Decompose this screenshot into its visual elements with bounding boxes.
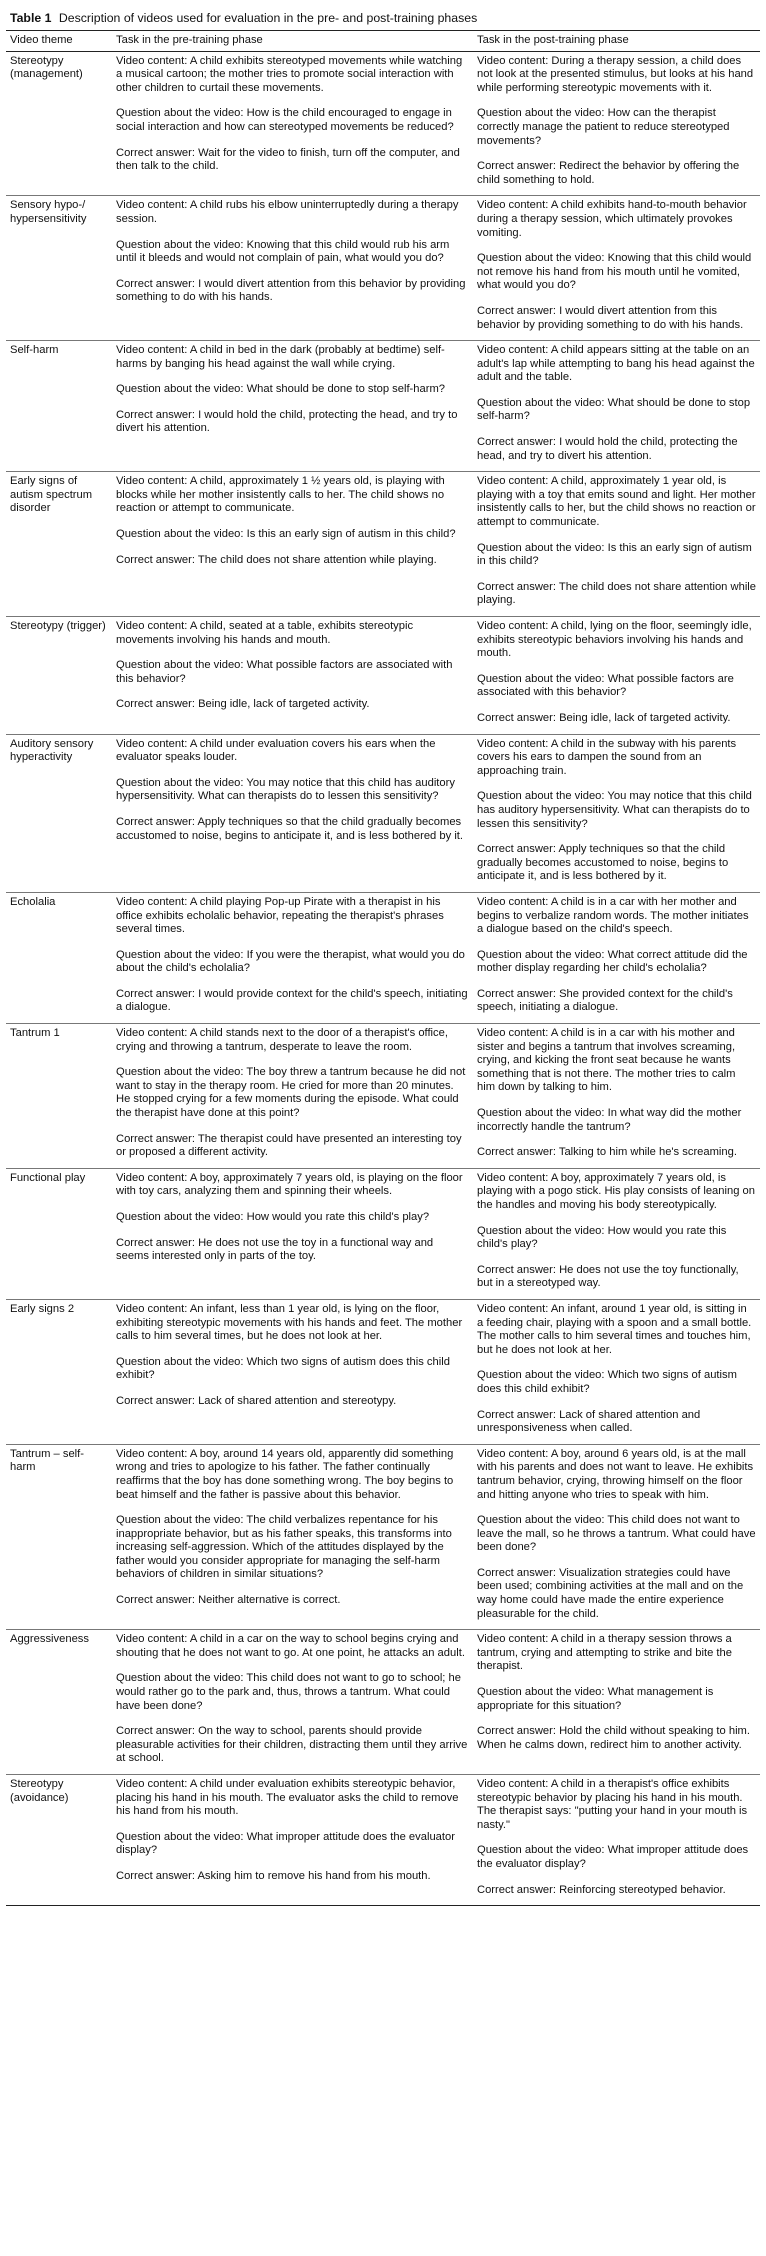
header-pre-training: Task in the pre-training phase xyxy=(112,31,473,51)
post-training-task-cell xyxy=(473,1775,760,1906)
pre-training-task-cell xyxy=(112,1630,473,1775)
table-row xyxy=(6,617,760,735)
video-content-text: Video content: A child in the subway with his parents covers his ears to dampen the sound from an approaching train. xyxy=(477,737,737,777)
header-post-training: Task in the post-training phase xyxy=(473,31,760,51)
table-row xyxy=(6,1444,760,1630)
correct-answer-text: Correct answer: The child does not share attention while playing. xyxy=(477,580,757,607)
video-description-table xyxy=(6,31,760,1906)
pre-training-task-cell xyxy=(112,51,473,196)
correct-answer-text: Correct answer: On the way to school, parents should provide pleasurable activities for their children, distracting them until they arrive at school. xyxy=(116,1725,468,1765)
question-text: Question about the video: What improper attitude does the evaluator display? xyxy=(477,1844,749,1870)
correct-answer-text: Correct answer: I would divert attention from this behavior by providing something to do with his hands. xyxy=(116,277,466,304)
correct-answer-text: Correct answer: Being idle, lack of targeted activity. xyxy=(477,711,731,724)
question-text: Question about the video: Is this an early sign of autism in this child? xyxy=(116,528,456,541)
correct-answer-text: Correct answer: He does not use the toy in a functional way and seems interested only in parts of the toy. xyxy=(116,1236,434,1263)
question-text: Question about the video: How is the child encouraged to engage in social interaction and how can stereotyped movements be reduced? xyxy=(116,107,454,133)
correct-answer-text: Correct answer: I would hold the child, protecting the head, and try to divert his attention. xyxy=(477,436,738,462)
pre-training-task-cell xyxy=(112,341,473,472)
video-content-text: Video content: A child under evaluation covers his ears when the evaluator speaks louder. xyxy=(116,737,436,764)
correct-answer-text: Correct answer: Apply techniques so that the child gradually becomes accustomed to noise, begins to anticipate it, and is less bothered by it. xyxy=(116,815,464,842)
question-text: Question about the video: What improper attitude does the evaluator display? xyxy=(116,1830,455,1857)
video-content-text: Video content: A child, approximately 1 year old, is playing with a toy that emits sound and light. Her mother insistently calls to her, but the child shows no reaction or attempt to communicate. xyxy=(477,475,756,529)
video-content-text: Video content: A child in a therapist's office exhibits stereotypic behavior by placing his hand in his mouth. The therapist says: "putting your hand in your mouth is nasty." xyxy=(477,1778,748,1831)
pre-training-task-cell xyxy=(112,617,473,735)
video-content-text: Video content: A child in a car on the way to school begins crying and shouting that he does not want to go. At one point, he attacks an adult. xyxy=(116,1633,465,1659)
correct-answer-text: Correct answer: Hold the child without speaking to him. When he calms down, redirect him to another activity. xyxy=(477,1725,750,1751)
correct-answer-text: Correct answer: I would provide context for the child's speech, initiating a dialogue. xyxy=(116,987,468,1014)
question-text: Question about the video: The child verbalizes repentance for his inappropriate behavior, but as his father speaks, this transforms into increasing self-aggression. Which of the attitudes displayed by the father would you consider appropriate for managing the self-harm behaviors of children in similar situations? xyxy=(116,1514,452,1581)
question-text: Question about the video: Which two signs of autism does this child exhibit? xyxy=(477,1369,737,1395)
table-row xyxy=(6,196,760,341)
pre-training-task-cell xyxy=(112,1299,473,1444)
post-training-task-cell xyxy=(473,734,760,892)
video-content-text: Video content: A boy, approximately 7 years old, is playing on the floor with toy cars, analyzing them and spinning their wheels. xyxy=(116,1171,463,1198)
correct-answer-text: Correct answer: He does not use the toy functionally, but in a stereotyped way. xyxy=(477,1263,739,1290)
video-content-text: Video content: A child is in a car with her mother and begins to verbalize random words. The mother initiates a dialogue based on the child's speech. xyxy=(477,895,749,936)
question-text: Question about the video: Which two signs of autism does this child exhibit? xyxy=(116,1355,450,1382)
question-text: Question about the video: You may notice that this child has auditory hypersensitivity. What can therapists do to lessen this sensitivity? xyxy=(116,776,455,803)
question-text: Question about the video: What possible factors are associated with this behavior? xyxy=(477,672,734,699)
post-training-task-cell xyxy=(473,1299,760,1444)
video-theme-cell: Early signs 2 xyxy=(6,1299,112,1444)
question-text: Question about the video: This child does not want to leave the mall, so he throws a tantrum. What could have been done? xyxy=(477,1514,756,1554)
video-content-text: Video content: A child under evaluation exhibits stereotypic behavior, placing his hand in his mouth. The evaluator asks the child to remove his hand from his mouth. xyxy=(116,1778,459,1818)
video-content-text: Video content: An infant, around 1 year old, is sitting in a feeding chair, playing with a spoon and a small bottle. The mother calls to him several times and touches him, but he does not look at her. xyxy=(477,1302,752,1356)
pre-training-task-cell xyxy=(112,734,473,892)
question-text: Question about the video: What should be done to stop self-harm? xyxy=(477,396,751,423)
post-training-task-cell xyxy=(473,472,760,617)
question-text: Question about the video: How would you rate this child's play? xyxy=(116,1211,430,1223)
table-row xyxy=(6,1775,760,1906)
correct-answer-text: Correct answer: The child does not share attention while playing. xyxy=(116,553,437,566)
video-theme-cell: Stereotypy (trigger) xyxy=(6,617,112,735)
table-row xyxy=(6,472,760,617)
video-theme-cell: Tantrum 1 xyxy=(6,1024,112,1169)
video-content-text: Video content: A child playing Pop-up Pirate with a therapist in his office exhibits echolalic behavior, repeating the therapist's phrases several times. xyxy=(116,895,444,936)
video-theme-cell: Functional play xyxy=(6,1168,112,1299)
post-training-task-cell xyxy=(473,1444,760,1630)
post-training-task-cell xyxy=(473,51,760,196)
video-content-text: Video content: A child exhibits stereotyped movements while watching a musical cartoon; the mother tries to promote social interaction with other children to curtail these movements. xyxy=(116,54,463,94)
table-row xyxy=(6,734,760,892)
question-text: Question about the video: You may notice that this child has auditory hypersensitivity. What can therapists do to lessen this sensitivity? xyxy=(477,790,752,830)
question-text: Question about the video: In what way did the mother incorrectly handle the tantrum? xyxy=(477,1107,742,1133)
table-row xyxy=(6,51,760,196)
correct-answer-text: Correct answer: Talking to him while he's screaming. xyxy=(477,1146,737,1159)
correct-answer-text: Correct answer: Neither alternative is correct. xyxy=(116,1594,341,1607)
video-content-text: Video content: A child in bed in the dark (probably at bedtime) self-harms by banging his head against the wall while crying. xyxy=(116,344,445,370)
pre-training-task-cell xyxy=(112,196,473,341)
video-content-text: Video content: A child rubs his elbow uninterruptedly during a therapy session. xyxy=(116,199,459,225)
pre-training-task-cell xyxy=(112,892,473,1023)
video-theme-cell: Aggressiveness xyxy=(6,1630,112,1775)
video-theme-cell: Tantrum – self-harm xyxy=(6,1444,112,1630)
pre-training-task-cell xyxy=(112,1024,473,1169)
video-theme-cell: Early signs of autism spectrum disorder xyxy=(6,472,112,617)
question-text: Question about the video: Knowing that this child would rub his arm until it bleeds and would not complain of pain, what would you do? xyxy=(116,238,450,265)
pre-training-task-cell xyxy=(112,1168,473,1299)
table-row xyxy=(6,1299,760,1444)
correct-answer-text: Correct answer: Visualization strategies could have been used; combining activities at the mall and on the way home could have made the entire experience pleasurable for the child. xyxy=(477,1566,744,1620)
question-text: Question about the video: Knowing that this child would not remove his hand from his mouth until he vomited, what would you do? xyxy=(477,252,752,292)
video-theme-cell: Auditory sensory hyperactivity xyxy=(6,734,112,892)
question-text: Question about the video: What should be done to stop self-harm? xyxy=(116,383,445,396)
question-text: Question about the video: This child does not want to go to school; he would rather go to the park and, thus, throws a tantrum. What could have been done? xyxy=(116,1672,461,1712)
post-training-task-cell xyxy=(473,892,760,1023)
correct-answer-text: Correct answer: I would divert attention from this behavior by providing something to do with his hands. xyxy=(477,304,744,331)
video-content-text: Video content: During a therapy session, a child does not look at the presented stimulus, but looks at his hand while performing stereotypic movements with it. xyxy=(477,54,754,94)
correct-answer-text: Correct answer: Lack of shared attention and stereotypy. xyxy=(116,1394,397,1407)
question-text: Question about the video: If you were the therapist, what would you do about the child's echolalia? xyxy=(116,948,465,975)
post-training-task-cell xyxy=(473,1024,760,1169)
pre-training-task-cell xyxy=(112,472,473,617)
post-training-task-cell xyxy=(473,617,760,735)
video-content-text: Video content: A child is in a car with his mother and sister and begins a tantrum that involves screaming, crying, and kicking the front seat because he wants something that is not there. The mother tries to calm him down by talking to him. xyxy=(477,1027,736,1094)
video-content-text: Video content: A child, seated at a table, exhibits stereotypic movements involving his hands and mouth. xyxy=(116,620,414,646)
question-text: Question about the video: How would you rate this child's play? xyxy=(477,1224,727,1251)
post-training-task-cell xyxy=(473,341,760,472)
video-theme-cell: Stereotypy (avoidance) xyxy=(6,1775,112,1906)
video-content-text: Video content: A child appears sitting at the table on an adult's lap while attempting to bang his head against the adult and the table. xyxy=(477,344,755,384)
video-content-text: Video content: A child stands next to the door of a therapist's office, crying and throwing a tantrum, desperate to leave the room. xyxy=(116,1027,448,1053)
table-row xyxy=(6,1630,760,1775)
table-row xyxy=(6,341,760,472)
table-row xyxy=(6,1168,760,1299)
question-text: Question about the video: What possible factors are associated with this behavior? xyxy=(116,659,453,685)
question-text: Question about the video: The boy threw a tantrum because he did not want to stay in the therapy room. He cried for more than 20 minutes. He stopped crying for a few moments during the episode. What could the therapist have done at this point? xyxy=(116,1066,466,1120)
table-label: Table 1 xyxy=(10,11,52,25)
correct-answer-text: Correct answer: She provided context for the child's speech, initiating a dialogue. xyxy=(477,987,733,1014)
table-row xyxy=(6,1024,760,1169)
table-caption xyxy=(6,6,760,31)
correct-answer-text: Correct answer: I would hold the child, protecting the head, and try to divert his attention. xyxy=(116,408,458,435)
video-content-text: Video content: A child, lying on the floor, seemingly idle, exhibits stereotypic behaviors involving his hands and mouth. xyxy=(477,620,752,660)
table-title: Description of videos used for evaluation in the pre- and post-training phases xyxy=(58,11,478,25)
header-video-theme: Video theme xyxy=(6,31,112,51)
correct-answer-text: Correct answer: Asking him to remove his hand from his mouth. xyxy=(116,1869,431,1882)
video-content-text: Video content: A boy, around 6 years old, is at the mall with his parents and does not want to leave. He exhibits tantrum behavior, crying, throwing himself on the floor and hitting anyone who tries to speak with him. xyxy=(477,1447,754,1501)
post-training-task-cell xyxy=(473,196,760,341)
correct-answer-text: Correct answer: Being idle, lack of targeted activity. xyxy=(116,698,370,711)
video-content-text: Video content: An infant, less than 1 year old, is lying on the floor, exhibiting stereotypic movements with his hands and feet. The mother calls to him several times, but he does not look at her. xyxy=(116,1302,463,1343)
video-theme-cell: Stereotypy (management) xyxy=(10,54,83,81)
table-body xyxy=(6,51,760,1906)
correct-answer-text: Correct answer: Lack of shared attention and unresponsiveness when called. xyxy=(477,1408,701,1435)
video-content-text: Video content: A child, approximately 1 ½ years old, is playing with blocks while her mother insistently calls to her. The child shows no reaction or attempt to communicate. xyxy=(116,475,445,515)
video-theme-cell: Sensory hypo-/ hypersensitivity xyxy=(6,196,112,341)
correct-answer-text: Correct answer: Apply techniques so that the child gradually becomes accustomed to noise, begins to anticipate it, and is less bothered by it. xyxy=(477,843,729,883)
table-row xyxy=(6,892,760,1023)
question-text: Question about the video: What correct attitude did the mother display regarding her child's echolalia? xyxy=(477,948,748,975)
correct-answer-text: Correct answer: Redirect the behavior by offering the child something to hold. xyxy=(477,160,740,186)
video-content-text: Video content: A child in a therapy session throws a tantrum, crying and attempting to strike and bite the therapist. xyxy=(477,1633,732,1673)
pre-training-task-cell xyxy=(112,1444,473,1630)
question-text: Question about the video: How can the therapist correctly manage the patient to reduce stereotyped movements? xyxy=(477,107,730,147)
pre-training-task-cell xyxy=(112,1775,473,1906)
table-header xyxy=(6,31,760,51)
post-training-task-cell xyxy=(473,1168,760,1299)
correct-answer-text: Correct answer: Reinforcing stereotyped behavior. xyxy=(477,1883,726,1896)
question-text: Question about the video: What management is appropriate for this situation? xyxy=(477,1686,714,1712)
video-content-text: Video content: A boy, around 14 years old, apparently did something wrong and tries to apologize to his father. The father continually reaffirms that the boy has done something wrong. The boy begins to beat himself and the father is passive about this behavior. xyxy=(116,1447,454,1501)
correct-answer-text: Correct answer: The therapist could have presented an interesting toy or proposed a different activity. xyxy=(116,1132,462,1159)
video-theme-cell: Self-harm xyxy=(6,341,112,472)
video-content-text: Video content: A boy, approximately 7 years old, is playing with a pogo stick. His play consists of leaning on the handles and moving his body stereotypically. xyxy=(477,1171,755,1211)
post-training-task-cell xyxy=(473,1630,760,1775)
correct-answer-text: Correct answer: Wait for the video to finish, turn off the computer, and then talk to the child. xyxy=(116,146,460,173)
video-content-text: Video content: A child exhibits hand-to-mouth behavior during a therapy session, which ultimately provokes vomiting. xyxy=(477,199,747,239)
question-text: Question about the video: Is this an early sign of autism in this child? xyxy=(477,541,752,568)
video-theme-cell: Echolalia xyxy=(6,892,112,1023)
